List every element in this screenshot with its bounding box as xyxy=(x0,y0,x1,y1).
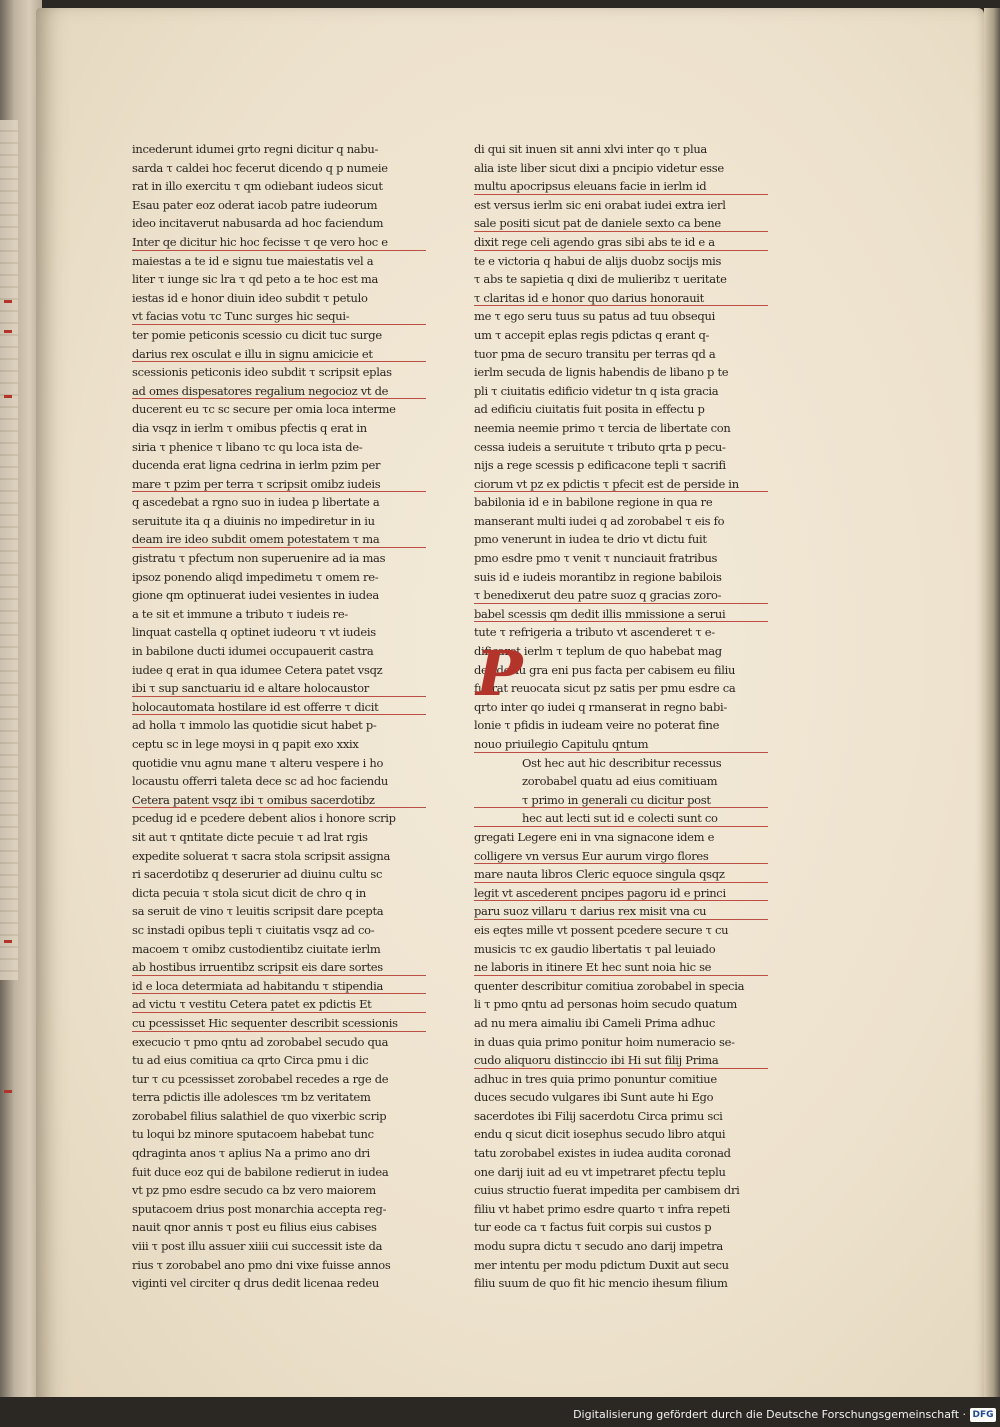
text-line: macoem τ omibz custodientibz ciuitate ierlm xyxy=(132,941,381,956)
text-line: vt facias votu τc Tunc surges hic sequi- xyxy=(132,307,432,326)
text-line: in duas quia primo ponitur hoim numeracio se- xyxy=(474,1034,735,1049)
text-line: legit vt ascederent pncipes pagoru id e princi xyxy=(474,884,774,903)
adjacent-rubric-mark xyxy=(4,395,12,398)
text-line: cessa iudeis a seruitute τ tributo qrta p pecu- xyxy=(474,439,726,454)
text-line: lonie τ pfidis in iudeam veire no poterat fine xyxy=(474,718,720,733)
text-line: id e loca determiata ad habitandu τ stipendia xyxy=(132,977,432,996)
adjacent-rubric-mark xyxy=(4,300,12,303)
text-line: tur eode ca τ factus fuit corpis sui custos p xyxy=(474,1220,712,1235)
text-line: suis id e iudeis morantibz in regione babilois xyxy=(474,569,722,584)
text-line: paru suoz villaru τ darius rex misit vna cu xyxy=(474,902,774,921)
text-line: ad nu mera aimaliu ibi Cameli Prima adhuc xyxy=(474,1015,716,1030)
text-line: colligere vn versus Eur aurum virgo flores xyxy=(474,847,774,866)
text-line: dicta pecuia τ stola sicut dicit de chro q in xyxy=(132,885,366,900)
text-line: zorobabel filius salathiel de quo vixerbic scrip xyxy=(132,1108,387,1123)
text-line: multu apocripsus eleuans facie in ierlm id xyxy=(474,177,774,196)
left-text-column xyxy=(132,140,432,1293)
text-line: hec aut lecti sut id e colecti sunt co xyxy=(474,809,774,828)
text-line: liter τ iunge sic lra τ qd peto a te hoc est ma xyxy=(132,272,379,287)
dfg-logo: DFG xyxy=(970,1408,996,1422)
text-line: ri sacerdotibz q deserurier ad diuinu cultu sc xyxy=(132,867,383,882)
text-line: desideriu gra eni pus facta per cabisem eu filiu xyxy=(474,662,736,677)
text-line: holocautomata hostilare id est offerre τ dicit xyxy=(132,698,432,717)
text-line: gione qm optinuerat iudei vesientes in iudea xyxy=(132,588,379,603)
text-line: τ primo in generali cu dicitur post xyxy=(474,791,774,810)
text-line: darius rex osculat e illu in signu amicicie et xyxy=(132,345,432,364)
text-line: duces secudo vulgares ibi Sunt aute hi Ego xyxy=(474,1090,714,1105)
text-line: alia iste liber sicut dixi a pncipio videtur esse xyxy=(474,160,724,175)
text-line: vt pz pmo esdre secudo ca bz vero maiorem xyxy=(132,1183,376,1198)
text-line: tuor pma de securo transitu per terras qd a xyxy=(474,346,716,361)
text-line: di qui sit inuen sit anni xlvi inter qo τ plua xyxy=(474,142,707,156)
text-line: rat in illo exercitu τ qm odiebant iudeos sicut xyxy=(132,179,383,194)
text-line: cuius structio fuerat impedita per cambisem dri xyxy=(474,1183,740,1198)
right-text-column xyxy=(474,140,774,1293)
text-line: iudee q erat in qua idumee Cetera patet vsqz xyxy=(132,662,383,677)
text-line: babilonia id e in babilone regione in qua re xyxy=(474,495,713,510)
text-line: viginti vel circiter q drus dedit licenaa redeu xyxy=(132,1276,380,1291)
text-line: quenter describitur comitiua zorobabel in specia xyxy=(474,978,745,993)
text-line: one darij iuit ad eu vt impetraret pfectu teplu xyxy=(474,1164,726,1179)
text-line: siria τ phenice τ libano τc qu loca ista de- xyxy=(132,439,363,454)
text-line: mare τ pzim per terra τ scripsit omibz iudeis xyxy=(132,475,432,494)
text-line: tute τ refrigeria a tributo vt ascenderet τ e- xyxy=(474,625,715,640)
text-line: ideo incitaverut nabusarda ad hoc faciendum xyxy=(132,216,384,231)
text-line: sacerdotes ibi Filij sacerdotu Circa primu sci xyxy=(474,1108,723,1123)
text-line: adhuc in tres quia primo ponuntur comitiue xyxy=(474,1071,717,1086)
text-line: ad victu τ vestitu Cetera patet ex pdictis Et xyxy=(132,995,432,1014)
text-line: ducerent eu τc sc secure per omia loca interme xyxy=(132,402,396,417)
text-line: τ benedixerut deu patre suoz q gracias zoro- xyxy=(474,586,774,605)
text-line: pmo venerunt in iudea te drio vt dictu fuit xyxy=(474,532,707,547)
text-line: deam ire ideo subdit omem potestatem τ ma xyxy=(132,530,432,549)
text-line: qdraginta anos τ aplius Na a primo ano dri xyxy=(132,1146,370,1161)
text-line: filiu suum de quo fit hic mencio ihesum filium xyxy=(474,1276,728,1291)
text-line: sa seruit de vino τ leuitis scripsit dare pcepta xyxy=(132,904,384,919)
text-line: execucio τ pmo qntu ad zorobabel secudo qua xyxy=(132,1034,389,1049)
text-line: pcedug id e pcedere debent alios i honore scrip xyxy=(132,811,396,826)
text-line: seruitute ita q a diuinis no impediretur in iu xyxy=(132,513,375,528)
text-line: mare nauta libros Cleric equoce singula qsqz xyxy=(474,865,774,884)
text-line: terra pdictis ille adolesces τm bz veritatem xyxy=(132,1090,371,1105)
text-line: pmo esdre pmo τ venit τ nunciauit fratribus xyxy=(474,551,718,566)
text-line: τ claritas id e honor quo darius honorauit xyxy=(474,289,774,308)
text-line: tu loqui bz minore sputacoem habebat tunc xyxy=(132,1127,374,1142)
text-line: maiestas a te id e signu tue maiestatis vel a xyxy=(132,253,374,268)
text-line: Ost hec aut hic describitur recessus xyxy=(522,755,722,770)
text-line: dificaret ierlm τ teplum de quo habebat mag xyxy=(474,644,722,659)
text-line: gistratu τ pfectum non superuenire ad ia mas xyxy=(132,551,386,566)
text-line: ad edificiu ciuitatis fuit posita in effectu p xyxy=(474,402,705,417)
text-line: cu pcessisset Hic sequenter describit scessionis xyxy=(132,1014,432,1033)
text-line: ipsoz ponendo aliqd impedimetu τ omem re- xyxy=(132,569,379,584)
text-line: fuit duce eoz qui de babilone redierut in iudea xyxy=(132,1164,389,1179)
text-line: sc instadi opibus tepli τ ciuitatis vsqz ad co- xyxy=(132,922,375,937)
text-line: sarda τ caldei hoc fecerut dicendo q p numeie xyxy=(132,160,388,175)
adjacent-page-text-strip xyxy=(0,120,18,980)
text-line: pli τ ciuitatis edificio videtur tn q ista gracia xyxy=(474,383,719,398)
text-line: ad holla τ immolo las quotidie sicut habet p- xyxy=(132,718,377,733)
text-line: nauit qnor annis τ post eu filius eius cabises xyxy=(132,1220,377,1235)
text-line: cudo aliquoru distinccio ibi Hi sut filij Prima xyxy=(474,1051,774,1070)
text-line: rius τ zorobabel ano pmo dni vixe fuisse annos xyxy=(132,1257,391,1272)
text-line: linquat castella q optinet iudeoru τ vt iudeis xyxy=(132,625,376,640)
text-line: ab hostibus irruentibz scripsit eis dare sortes xyxy=(132,958,432,977)
adjacent-rubric-mark xyxy=(4,330,12,333)
text-line: manserant multi iudei q ad zorobabel τ eis fo xyxy=(474,513,725,528)
text-line: fuerat reuocata sicut pz satis per pmu esdre ca xyxy=(474,681,736,696)
text-line: sputacoem drius post monarchia accepta reg- xyxy=(132,1201,387,1216)
text-line: iestas id e honor diuin ideo subdit τ petulo xyxy=(132,290,368,305)
text-line: me τ ego seru tuus su patus ad tuu obsequi xyxy=(474,309,715,324)
text-line: Inter qe dicitur hic hoc fecisse τ qe vero hoc e xyxy=(132,233,432,252)
footer-bar xyxy=(0,1397,1000,1427)
text-line: filiu vt habet primo esdre quarto τ infra repeti xyxy=(474,1201,730,1216)
text-line: q ascedebat a rgno suo in iudea p libertate a xyxy=(132,495,380,510)
text-line: li τ pmo qntu ad personas hoim secudo quatum xyxy=(474,997,737,1012)
text-line: expedite soluerat τ sacra stola scripsit assigna xyxy=(132,848,391,863)
text-line: dixit rege celi agendo gras sibi abs te id e a xyxy=(474,233,774,252)
text-line: est versus ierlm sic eni orabat iudei extra ierl xyxy=(474,197,726,212)
text-line: ducenda erat ligna cedrina in ierlm pzim per xyxy=(132,458,381,473)
text-line: tatu zorobabel existes in iudea audita coronad xyxy=(474,1146,731,1161)
text-line: modu supra dictu τ secudo ano darij impetra xyxy=(474,1239,723,1254)
text-line: qrto inter qo iudei q rmanserat in regno babi- xyxy=(474,699,728,714)
text-line: dia vsqz in ierlm τ omibus pfectis q erat in xyxy=(132,420,367,435)
text-line: eis eqtes mille vt possent pcedere secure τ cu xyxy=(474,922,729,937)
adjacent-rubric-mark xyxy=(4,1090,12,1093)
text-line: τ abs te sapietia q dixi de mulieribz τ ueritate xyxy=(474,272,727,287)
text-line: ad omes dispesatores regalium negocioz vt de xyxy=(132,382,432,401)
text-line: mer intentu per modu pdictum Duxit aut secu xyxy=(474,1257,729,1272)
text-line: te e victoria q habui de alijs duobz socijs mis xyxy=(474,253,722,268)
text-line: endu q sicut dicit iosephus secudo libro atqui xyxy=(474,1127,726,1142)
text-line: um τ accepit eplas regis pdictas q erant q- xyxy=(474,327,710,342)
text-line: a te sit et immune a tributo τ iudeis re- xyxy=(132,606,348,621)
text-line: ter pomie peticonis scessio cu dicit tuc surge xyxy=(132,327,382,342)
page-fore-edge xyxy=(984,8,1000,1413)
text-line: ceptu sc in lege moysi in q papit exo xxix xyxy=(132,737,359,751)
text-line: viii τ post illu assuer xiiii cui successit iste da xyxy=(132,1239,383,1254)
text-line: nijs a rege scessis p edificacone tepli τ sacrifi xyxy=(474,458,726,473)
text-line: scessionis peticonis ideo subdit τ scripsit eplas xyxy=(132,365,392,380)
text-line: in babilone ducti idumei occupauerit castra xyxy=(132,644,374,659)
text-line: sit aut τ qntitate dicte pecuie τ ad lrat rgis xyxy=(132,829,368,844)
adjacent-rubric-mark xyxy=(4,940,12,943)
text-line: ierlm secuda de lignis habendis de libano p te xyxy=(474,365,729,380)
decorated-initial: P xyxy=(476,637,523,710)
text-line: nouo priuilegio Capitulu qntum xyxy=(474,735,774,754)
text-line: Esau pater eoz oderat iacob patre iudeorum xyxy=(132,197,378,212)
text-line: babel scessis qm dedit illis mmissione a serui xyxy=(474,605,774,624)
text-line: sale positi sicut pat de daniele sexto ca bene xyxy=(474,214,774,233)
text-line: quotidie vnu agnu mane τ alteru vespere i ho xyxy=(132,755,384,770)
text-line: zorobabel quatu ad eius comitiuam xyxy=(522,774,718,789)
text-line: Cetera patent vsqz ibi τ omibus sacerdotibz xyxy=(132,791,432,810)
text-line: tur τ cu pcessisset zorobabel recedes a rge de xyxy=(132,1071,389,1086)
text-line: ibi τ sup sanctuariu id e altare holocaustor xyxy=(132,679,432,698)
text-line: neemia neemie primo τ tercia de libertate con xyxy=(474,420,731,435)
funding-notice: Digitalisierung gefördert durch die Deutsche Forschungsgemeinschaft · xyxy=(573,1408,966,1421)
text-line: musicis τc ex gaudio libertatis τ pal leuiado xyxy=(474,941,716,956)
text-line: locaustu offerri taleta dece sc ad hoc faciendu xyxy=(132,774,389,789)
text-line: gregati Legere eni in vna signacone idem e xyxy=(474,829,715,844)
text-line: incederunt idumei grto regni dicitur q nabu- xyxy=(132,142,379,156)
text-line: ciorum vt pz ex pdictis τ pfecit est de perside in xyxy=(474,475,774,494)
text-line: tu ad eius comitiua ca qrto Circa pmu i dic xyxy=(132,1053,369,1068)
text-line: ne laboris in itinere Et hec sunt noia hic se xyxy=(474,958,774,977)
